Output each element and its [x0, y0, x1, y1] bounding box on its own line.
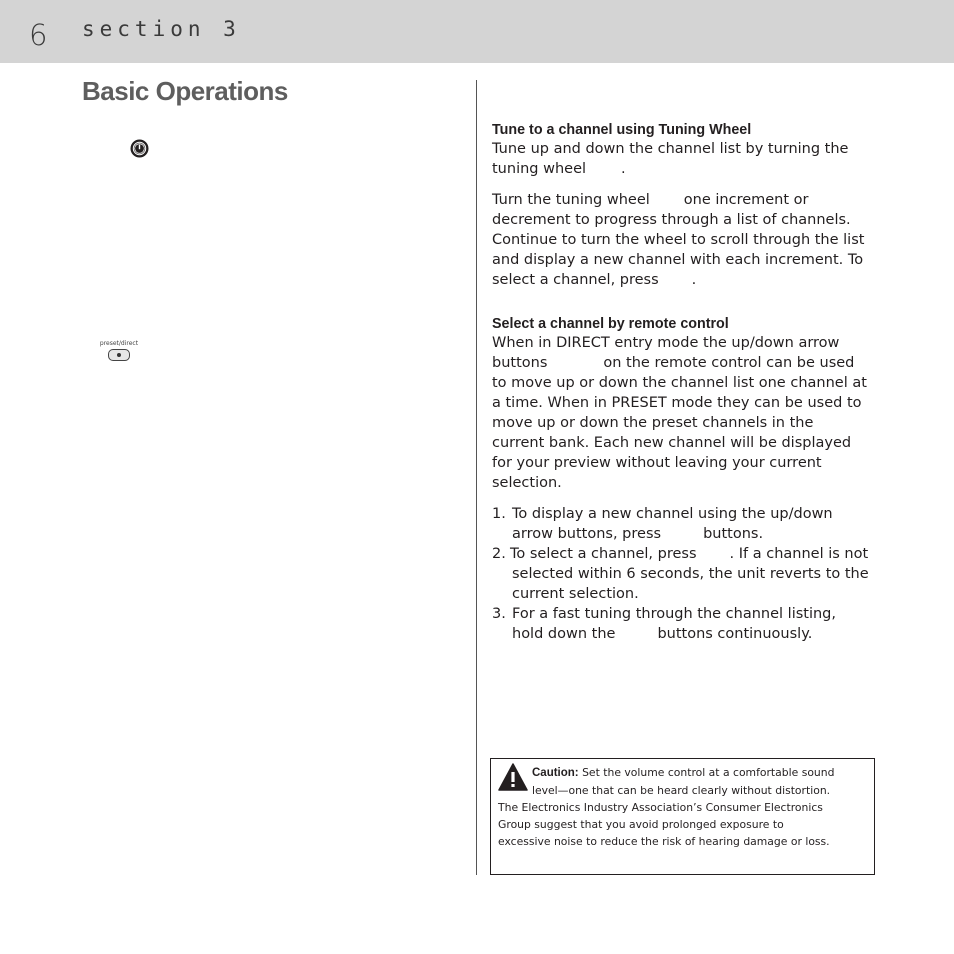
- remote-control-heading: Select a channel by remote control: [492, 316, 729, 332]
- step-1-line2: [512, 525, 882, 545]
- caution-line4: Group suggest that you avoid prolonged exposure to: [498, 818, 784, 831]
- power-button-icon: [130, 139, 149, 158]
- page-title: Basic Operations: [82, 76, 288, 106]
- list-item: [492, 605, 882, 645]
- remote-control-line2b: on the remote control can be used: [603, 355, 855, 371]
- step-2-line2: selected within 6 seconds, the unit reverts to the: [512, 565, 869, 582]
- preset-direct-dot: [117, 353, 121, 357]
- step-2-line1: [510, 545, 880, 565]
- caution-line2: level—one that can be heard clearly without distortion.: [532, 784, 831, 797]
- tuning-wheel-intro-line2: [492, 160, 626, 180]
- tuning-wheel-intro-end: .: [621, 161, 626, 177]
- step-number: 3.: [492, 606, 506, 622]
- caution-box: [490, 758, 875, 875]
- caution-text: [498, 764, 868, 850]
- tuning-wheel-body-line5b: .: [691, 272, 697, 288]
- step-3-line1: For a fast tuning through the channel listing,: [512, 606, 836, 622]
- step-3-line2: [512, 625, 882, 645]
- preset-direct-button-icon: [98, 340, 140, 364]
- tuning-wheel-body-line1b: one increment or: [683, 192, 809, 208]
- tuning-wheel-intro-text: tuning wheel: [492, 161, 587, 177]
- step-3-line2b: buttons continuously.: [657, 625, 813, 642]
- list-item: [492, 505, 882, 545]
- list-item: [492, 545, 882, 605]
- section-label: section 3: [82, 17, 241, 41]
- page-number: 6: [29, 18, 48, 52]
- step-2-line1b: . If a channel is not: [729, 546, 869, 562]
- remote-control-line4: a time. When in PRESET mode they can be used to: [492, 395, 862, 411]
- remote-control-line2a: buttons: [492, 355, 548, 371]
- step-3-line2a: hold down the: [512, 625, 616, 642]
- tuning-wheel-body-line1a: Turn the tuning wheel: [492, 192, 650, 208]
- caution-line5: excessive noise to reduce the risk of hearing damage or loss.: [498, 835, 830, 848]
- remote-control-line8: selection.: [492, 475, 562, 491]
- tuning-wheel-heading: Tune to a channel using Tuning Wheel: [492, 122, 752, 138]
- tuning-wheel-body-line5: [492, 271, 696, 291]
- step-number: 1.: [492, 506, 506, 522]
- column-divider: [476, 80, 477, 875]
- remote-control-line1: When in DIRECT entry mode the up/down arrow: [492, 335, 840, 351]
- remote-control-line3: to move up or down the channel list one channel at: [492, 375, 867, 391]
- remote-control-line5: move up or down the preset channels in the: [492, 415, 814, 431]
- step-number: 2.: [492, 546, 506, 562]
- step-text: [512, 505, 882, 545]
- step-2-line1a: To select a channel, press: [510, 546, 697, 562]
- caution-line3: The Electronics Industry Association’s Consumer Electronics: [498, 801, 823, 814]
- caution-label: Caution:: [532, 767, 579, 779]
- step-1-line1: To display a new channel using the up/down: [512, 506, 833, 522]
- remote-control-line7: for your preview without leaving your current: [492, 455, 822, 471]
- tuning-wheel-body-line4: and display a new channel with each increment. To: [492, 252, 864, 268]
- tuning-wheel-body-line5a: select a channel, press: [492, 272, 659, 288]
- preset-direct-caption: preset/direct: [99, 340, 139, 347]
- remote-control-line2: [492, 354, 854, 374]
- step-1-line2b: buttons.: [703, 525, 764, 542]
- tuning-wheel-body-line2: decrement to progress through a list of channels.: [492, 212, 851, 228]
- step-1-line2a: arrow buttons, press: [512, 525, 662, 542]
- preset-direct-button-shape: [108, 349, 130, 361]
- step-2-line3: current selection.: [512, 585, 639, 602]
- caution-line1-text: Set the volume control at a comfortable sound: [582, 766, 835, 779]
- tuning-wheel-body-line3: Continue to turn the wheel to scroll through the list: [492, 232, 865, 248]
- tuning-wheel-intro-line1: Tune up and down the channel list by turning the: [492, 141, 849, 157]
- step-text: [510, 545, 880, 605]
- tuning-wheel-body-line1: [492, 191, 809, 211]
- step-text: [512, 605, 882, 645]
- caution-line1: [498, 764, 868, 782]
- remote-control-line6: current bank. Each new channel will be displayed: [492, 435, 852, 451]
